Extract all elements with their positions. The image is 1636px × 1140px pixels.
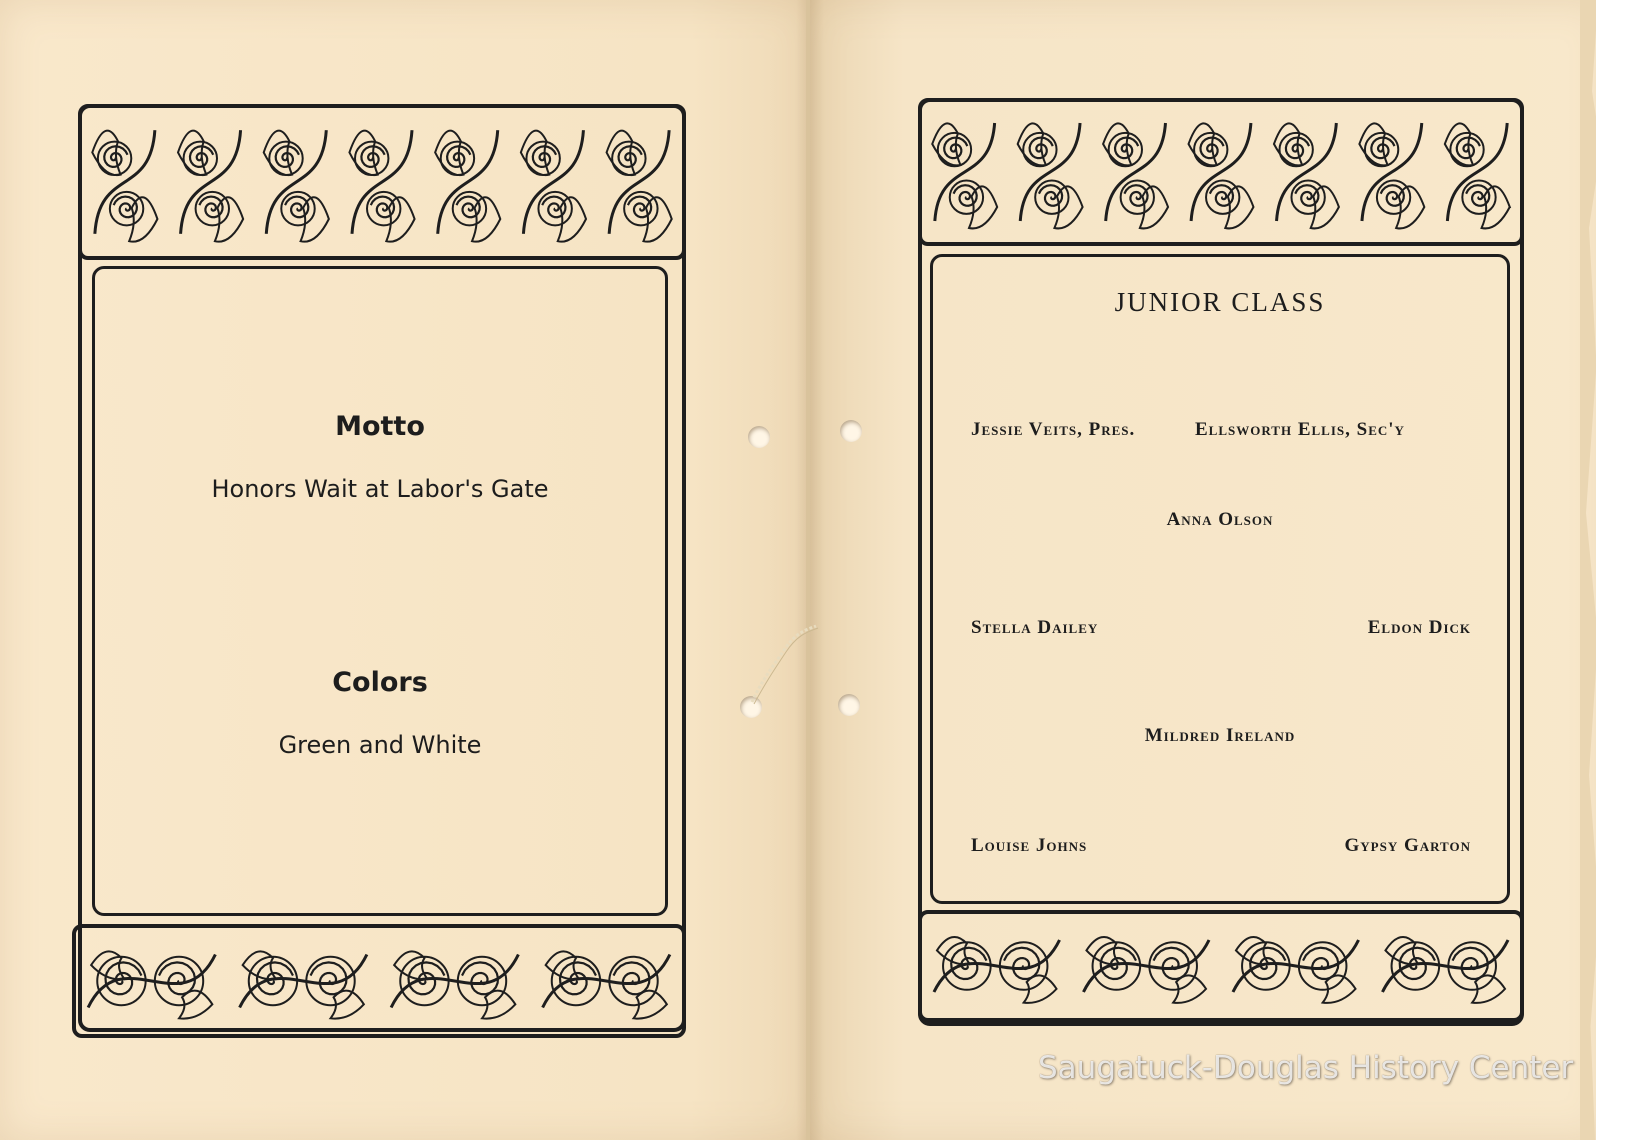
member-mildred-ireland: Mildred Ireland — [1144, 725, 1296, 746]
spine-shadow — [796, 0, 824, 1140]
binding-hole — [840, 420, 862, 442]
scroll-ornament-icon — [82, 108, 682, 256]
motto-heading: Motto — [335, 411, 425, 442]
right-bottom-ornament-band — [918, 910, 1524, 1022]
binding-thread — [744, 620, 820, 710]
member-eldon-dick: Eldon Dick — [1367, 617, 1471, 638]
right-top-ornament-band — [918, 98, 1524, 246]
colors-text: Green and White — [278, 731, 482, 759]
binding-hole — [838, 694, 860, 716]
scroll-ornament-icon — [922, 102, 1520, 242]
member-louise-johns: Louise Johns — [971, 835, 1088, 856]
scroll-ornament-icon — [922, 914, 1520, 1018]
scan-background — [1596, 0, 1636, 1140]
left-top-ornament-band — [78, 104, 686, 260]
motto-text: Honors Wait at Labor's Gate — [211, 475, 549, 503]
booklet-fold — [806, 0, 810, 1140]
president-name: Jessie Veits, Pres. — [971, 419, 1136, 440]
secretary-name: Ellsworth Ellis, Sec'y — [1195, 419, 1405, 440]
scroll-ornament-icon — [76, 928, 682, 1034]
colors-heading: Colors — [332, 667, 428, 698]
right-text-panel — [930, 254, 1510, 904]
member-gypsy-garton: Gypsy Garton — [1344, 835, 1471, 856]
class-title: JUNIOR CLASS — [1114, 287, 1326, 317]
binding-hole — [748, 426, 770, 448]
left-text-panel — [92, 266, 668, 916]
history-center-watermark: Saugatuck-Douglas History Center — [1038, 1050, 1574, 1086]
member-anna-olson: Anna Olson — [1166, 509, 1274, 530]
left-bottom-ornament-band — [72, 924, 686, 1038]
member-stella-dailey: Stella Dailey — [971, 617, 1099, 638]
